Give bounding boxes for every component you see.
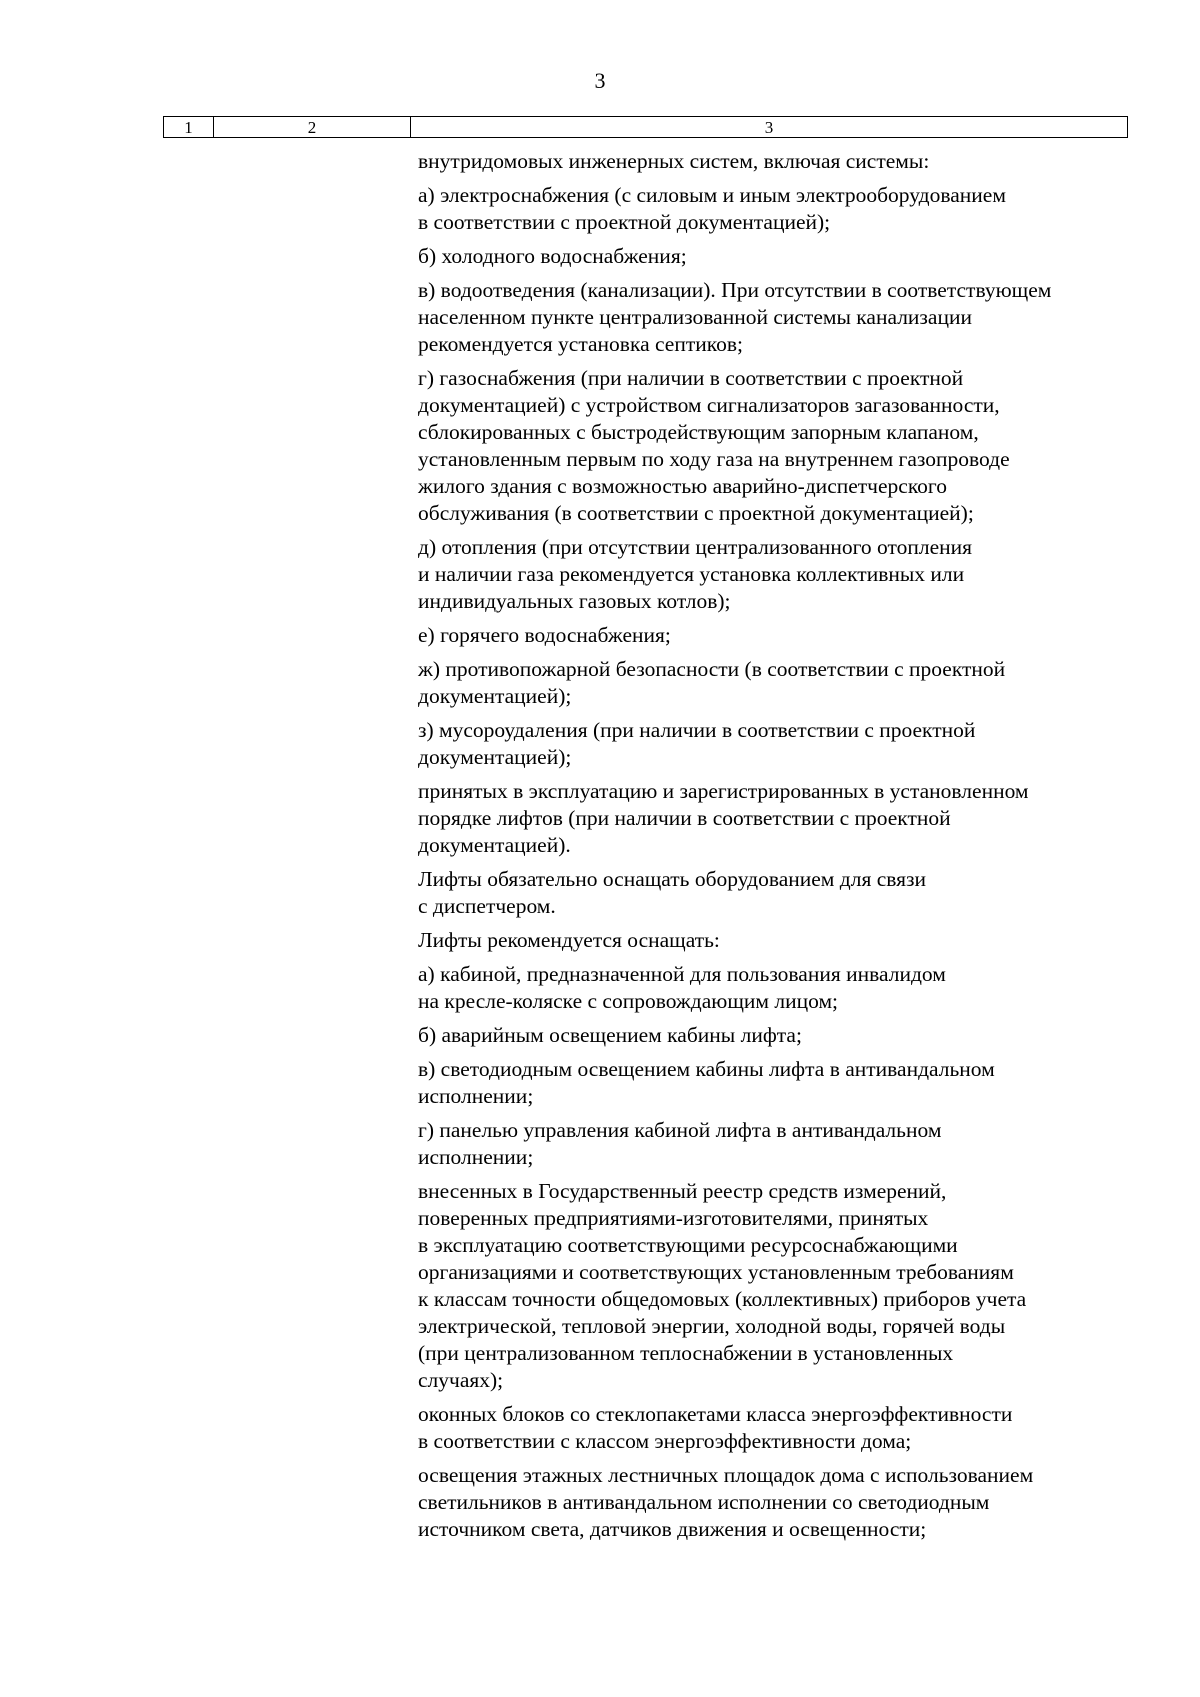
paragraph: а) кабиной, предназначенной для пользования инвалидом на кресле-коляске с сопровождающим лицом; xyxy=(418,962,946,1013)
paragraph: освещения этажных лестничных площадок дома с использованием светильников в антивандальном исполнении со светодиодным источником света, датчиков движения и освещенности; xyxy=(418,1463,1034,1541)
paragraph: ж) противопожарной безопасности (в соответствии с проектной документацией); xyxy=(418,657,1006,708)
paragraph: в) водоотведения (канализации). При отсутствии в соответствующем населенном пункте централизованной системы канализации рекомендуется установка септиков; xyxy=(418,278,1052,356)
column-3-content xyxy=(418,148,1130,1550)
paragraph: е) горячего водоснабжения; xyxy=(418,623,671,647)
paragraph: оконных блоков со стеклопакетами класса энергоэффективности в соответствии с классом энергоэффективности дома; xyxy=(418,1402,1013,1453)
column-2-number: 2 xyxy=(214,117,411,138)
paragraph: г) панелью управления кабиной лифта в антивандальном исполнении; xyxy=(418,1118,942,1169)
paragraph: внутридомовых инженерных систем, включая системы: xyxy=(418,149,930,173)
paragraph: г) газоснабжения (при наличии в соответствии с проектной документацией) с устройством сигнализаторов загазованности, сблокированных с быстродействующим запорным клапаном, установленным первым по ходу газа на внутреннем газопроводе жилого здания с возможностью аварийно-диспетчерского обслуживания (в соответствии с проектной документацией); xyxy=(418,366,1010,525)
paragraph: принятых в эксплуатацию и зарегистрированных в установленном порядке лифтов (при наличии в соответствии с проектной документацией). xyxy=(418,779,1029,857)
header-row xyxy=(164,117,1128,138)
paragraph: Лифты обязательно оснащать оборудованием для связи с диспетчером. xyxy=(418,867,927,918)
paragraph: Лифты рекомендуется оснащать: xyxy=(418,928,720,952)
column-1-number: 1 xyxy=(164,117,214,138)
paragraph: в) светодиодным освещением кабины лифта в антивандальном исполнении; xyxy=(418,1057,995,1108)
paragraph: б) аварийным освещением кабины лифта; xyxy=(418,1023,802,1047)
page-number: 3 xyxy=(594,68,606,93)
paragraph: д) отопления (при отсутствии централизованного отопления и наличии газа рекомендуется установка коллективных или индивидуальных газовых котлов); xyxy=(418,535,973,613)
paragraph: б) холодного водоснабжения; xyxy=(418,244,687,268)
column-number-header xyxy=(163,116,1128,138)
column-3-number: 3 xyxy=(411,117,1128,138)
paragraph: внесенных в Государственный реестр средств измерений, поверенных предприятиями-изготовителями, принятых в эксплуатацию соответствующими ресурсоснабжающими организациями и соответствующих установленным требованиям к классам точности общедомовых (коллективных) приборов учета электрической, тепловой энергии, холодной воды, горячей воды (при централизованном теплоснабжении в установленных случаях); xyxy=(418,1179,1027,1392)
paragraph: а) электроснабжения (с силовым и иным электрооборудованием в соответствии с проектной документацией); xyxy=(418,183,1006,234)
paragraph: з) мусороудаления (при наличии в соответствии с проектной документацией); xyxy=(418,718,976,769)
